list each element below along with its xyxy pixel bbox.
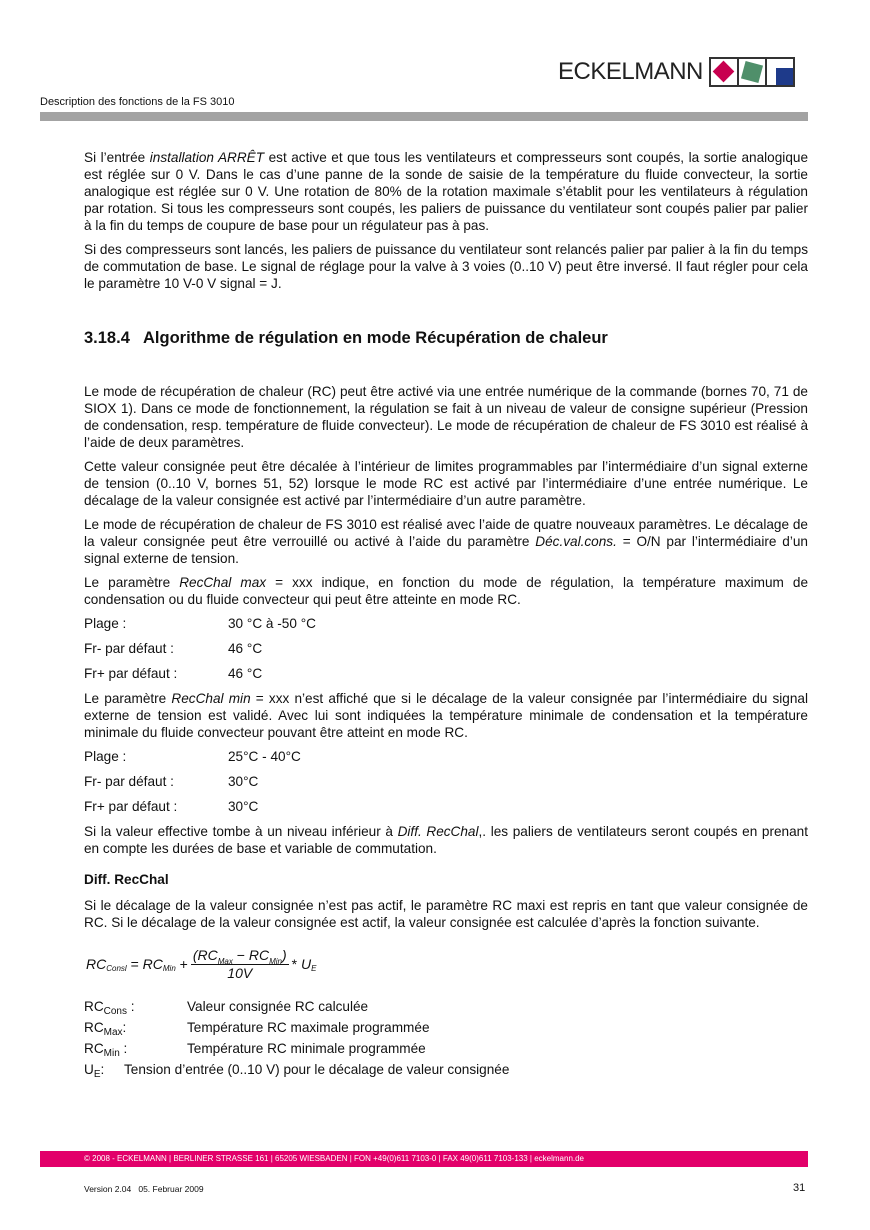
formula-min-subscript: Min (162, 963, 176, 973)
paragraph: Le mode de récupération de chaleur (RC) peut être activé via une entrée numérique de la commande (bornes 70, 71 de SIOX 1). Dans ce mode de fonctionnement, la régulation se fait à un niveau de valeur de consigne supérieur (Pression de condensation, resp. température de fluide convecteur). Le mode de récupération de chaleur de FS 3010 est réalisé à l’aide de deux paramètres. (84, 384, 808, 450)
formula: RC $_{Consl}$ = RC $_{Min}$ + $\frac{(RC_{Max} - RC_{Min})}{10V}$ * U $_E$ (86, 947, 317, 981)
parameter-table-min: Plage : 25°C - 40°C Fr- par défaut : 30°C Fr+ par défaut : 30°C (84, 749, 301, 814)
paragraph: Cette valeur consignée peut être décalée à l’intérieur de limites programmables par l’intermédiaire d’un signal externe de tension (0..10 V, bornes 51, 52) lorsque le mode RC est activé par l’intermédiaire d’une entrée numérique. Le décalage de la valeur consignée est activé par l’intermédiaire d’un autre paramètre. (84, 459, 808, 508)
paragraph: Si la valeur effective tombe à un niveau inférieur à Diff. RecChal,. les paliers de ventilateurs seront coupés en prenant en compte les durées de base et variable de commutation. (84, 824, 809, 856)
logo-red-square-icon (709, 57, 737, 87)
paragraph: Si l’entrée installation ARRÊT est active et que tous les ventilateurs et compresseurs sont coupés, la sortie analogique est réglée sur 0 V. Dans le cas d’une panne de la sonde de saisie de la température du fluide convecteur, la sortie analogique est réglée sur 0 V. Une rotation de 80% de la rotation maximale s’établit pour les ventilateurs à régulation par rotation. Si tous les compresseurs sont coupés, les paliers de puissance du ventilateur sont coupés palier par palier à la fin du temps de coupure de base pour un régulateur pas à pas. (84, 150, 808, 233)
formula-lhs-subscript: Consl (106, 963, 127, 973)
header-title: Description des fonctions de la FS 3010 (40, 96, 235, 108)
logo-green-square-icon (737, 57, 765, 87)
footer-address: © 2008 - ECKELMANN | BERLINER STRASSE 161 | 65205 WIESBADEN | FON +49(0)611 7103-0 | FAX 49(0)611 7103-133 | eckelmann.de (40, 1151, 808, 1167)
definition-list: $RC_{Cons}$ : Valeur consignée RC calculée $RC_{Max}$: Température RC maximale programmée $RC_{Min}$ : Température RC minimale programmée $U_E$: Tension d’entrée (0..10 V) pour le décalage de valeur consignée (84, 999, 510, 1080)
paragraph: Si des compresseurs sont lancés, les paliers de puissance du ventilateur sont relancés palier par palier à la fin du temps de commutation de base. Le signal de réglage pour la valve à 3 voies (0..10 V) peut être inversé. Il faut régler pour cela le paramètre 10 V-0 V signal = J. (84, 242, 808, 291)
logo-text: ECKELMANN (558, 58, 703, 85)
header-divider (40, 112, 808, 121)
paragraph: Si le décalage de la valeur consignée n’est pas actif, le paramètre RC maxi est repris en tant que valeur consignée de RC. Si le décalage de la valeur consignée est actif, la valeur consignée est calculée d’après la fonction suivante. (84, 898, 808, 930)
paragraph: Le mode de récupération de chaleur de FS 3010 est réalisé avec l’aide de quatre nouveaux paramètres. Le décalage de la valeur consignée peut être verrouillé ou activé à l’aide du paramètre Déc.val.cons. = O/N par l’intermédiaire d’un signal externe de tension. (84, 517, 808, 566)
footer-version: Version 2.04 05. Februar 2009 (84, 1184, 204, 1194)
subheading: Diff. RecChal (84, 872, 169, 887)
paragraph: Le paramètre RecChal max = xxx indique, en fonction du mode de régulation, la température maximum de condensation ou du fluide convecteur qui peut être atteinte en mode RC. (84, 575, 809, 607)
parameter-table-max: Plage : 30 °C à -50 °C Fr- par défaut : 46 °C Fr+ par défaut : 46 °C (84, 616, 316, 681)
eckelmann-logo (558, 57, 795, 87)
section-heading: 3.18.4 Algorithme de régulation en mode Récupération de chaleur (84, 329, 608, 347)
page-number: 31 (793, 1182, 806, 1194)
paragraph: Le paramètre RecChal min = xxx n’est affiché que si le décalage de la valeur consignée par l’intermédiaire du signal externe de tension est validé. Avec lui sont indiquées la température minimale de condensation et la température minimale du fluide convecteur pouvant être atteint en mode RC. (84, 691, 808, 740)
document-body (84, 149, 808, 1082)
logo-blue-square-icon (765, 57, 795, 87)
